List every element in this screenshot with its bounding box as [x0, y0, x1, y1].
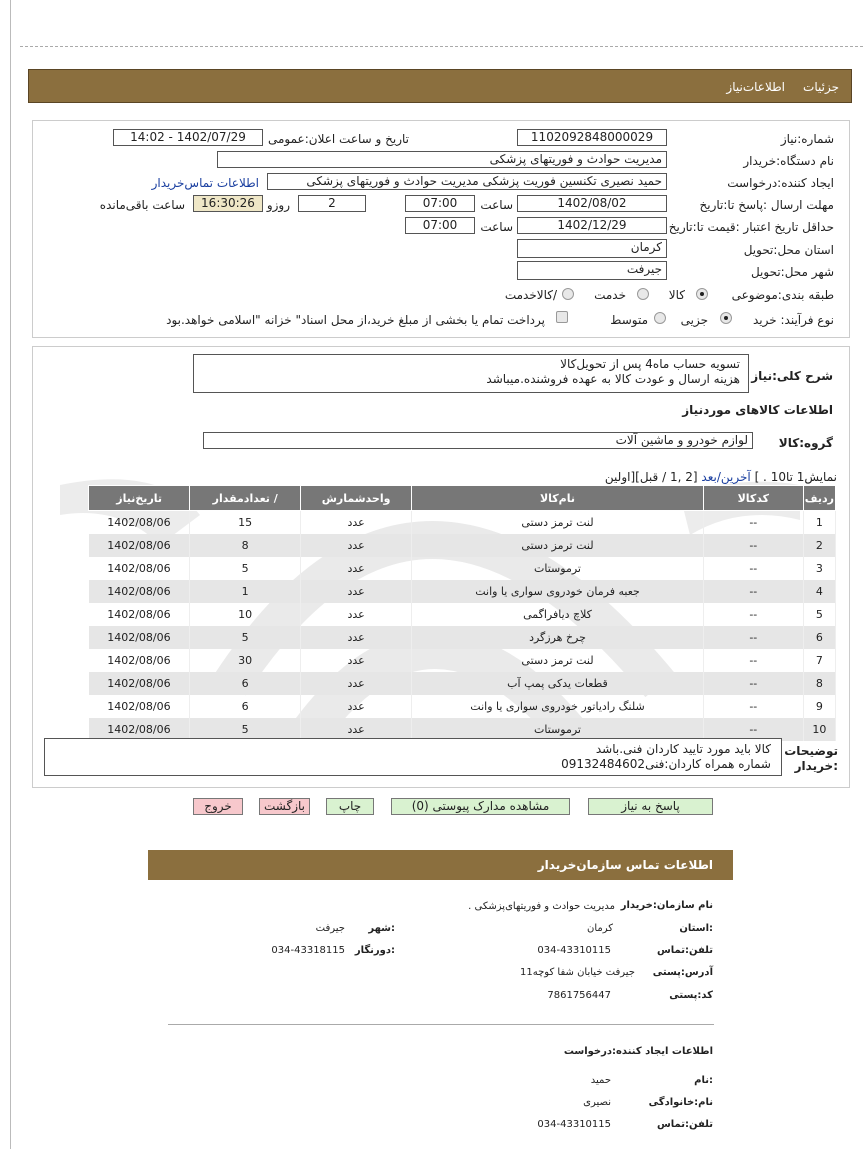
goods-group-label: گروه:کالا [778, 436, 833, 450]
col-date: تاریخ‌نیاز [89, 486, 190, 511]
cell-row: 6 [803, 626, 835, 649]
process-minor-radio[interactable] [720, 312, 732, 324]
header-bar [28, 69, 852, 103]
cell-row: 1 [803, 511, 835, 535]
cell-date: 1402/08/06 [89, 557, 190, 580]
creator-section-title: اطلاعات ایجاد کننده:درخواست [563, 1046, 713, 1057]
pager-pages[interactable]: [2 ,1 / [662, 470, 698, 484]
tab-need-info[interactable]: اطلاعات‌نیاز [726, 80, 785, 94]
cell-qty: 10 [190, 603, 301, 626]
cell-date: 1402/08/06 [89, 672, 190, 695]
contact-header [148, 850, 733, 880]
goods-table [88, 485, 836, 741]
creator-phone-label: تلفن:تماس [656, 1119, 713, 1130]
cell-date: 1402/08/06 [89, 718, 190, 741]
print-button[interactable]: چاپ [326, 798, 374, 815]
col-code: کدکالا [703, 486, 803, 511]
description-label: شرح کلی:نیاز [751, 369, 833, 383]
province-label: استان محل:تحویل [743, 243, 834, 257]
pager-show: نمایش1 تا10 . ] [754, 470, 837, 484]
pager-next[interactable]: بعد [701, 470, 717, 484]
exit-button[interactable]: خروج [193, 798, 243, 815]
cell-qty: 8 [190, 534, 301, 557]
contact-org-label: نام سازمان:خریدار [620, 900, 713, 911]
cell-code: -- [703, 534, 803, 557]
cell-code: -- [703, 672, 803, 695]
buyer-notes-line-1: کالا باید مورد تایید کاردان فنی.باشد [595, 742, 771, 756]
buyer-org-label: نام دستگاه:خریدار [743, 154, 834, 168]
contact-separator [168, 1024, 714, 1025]
validity-date: 1402/12/29 [517, 217, 667, 234]
cell-code: -- [703, 649, 803, 672]
creator-family-label: نام:خانوادگی [648, 1097, 713, 1108]
cell-qty: 30 [190, 649, 301, 672]
tab-details[interactable]: جزئیات [803, 80, 839, 94]
contact-phone-label: تلفن:تماس [656, 945, 713, 956]
contact-fax-label: :دورنگار [354, 945, 395, 956]
send-deadline-date: 1402/08/02 [517, 195, 667, 212]
table-row [89, 557, 836, 580]
cell-code: -- [703, 718, 803, 741]
back-button[interactable]: بازگشت [259, 798, 310, 815]
contact-postal-value: 7861756447 [547, 990, 611, 1001]
table-row [89, 511, 836, 535]
cell-name: ترموستات [412, 557, 704, 580]
cell-name: لنت ترمز دستی [412, 511, 704, 535]
cell-code: -- [703, 626, 803, 649]
top-divider [20, 46, 863, 47]
days-field: 2 [298, 195, 366, 212]
buyer-contact-link[interactable]: اطلاعات تماس‌خریدار [151, 176, 259, 190]
city-field: جیرفت [517, 261, 667, 280]
contact-postal-label: کد:پستی [669, 990, 713, 1001]
day-label: روزو [266, 198, 290, 212]
payment-checkbox[interactable] [556, 311, 568, 323]
category-service-radio[interactable] [637, 288, 649, 300]
category-service-label: خدمت [594, 288, 626, 302]
creator-field: حمید نصیری تکنسین فوریت پزشکی مدیریت حوادث و فوریتهای پزشکی [267, 173, 667, 190]
time-label: ساعت [480, 198, 513, 212]
description-line-1: تسویه حساب ماه4 پس از تحویل‌کالا [560, 357, 740, 371]
creator-label: ایجاد کننده:درخواست [727, 176, 834, 190]
cell-qty: 5 [190, 718, 301, 741]
cell-qty: 6 [190, 695, 301, 718]
cell-qty: 1 [190, 580, 301, 603]
category-label: طبقه بندی:موضوعی [731, 288, 834, 302]
left-border [10, 0, 11, 1149]
contact-org-value: مدیریت حوادث و فوریتهای‌پزشکی . [468, 901, 615, 912]
cell-date: 1402/08/06 [89, 695, 190, 718]
cell-date: 1402/08/06 [89, 603, 190, 626]
table-row [89, 580, 836, 603]
cell-unit: عدد [301, 603, 412, 626]
description-line-2: هزینه ارسال و عودت کالا به عهده فروشنده.میباشد [486, 372, 740, 386]
reply-button[interactable]: پاسخ به نیاز [588, 798, 713, 815]
cell-row: 4 [803, 580, 835, 603]
contact-address-label: آدرس:پستی [652, 967, 713, 978]
buyer-notes-line-2: شماره همراه کاردان:فنی09132484602 [561, 757, 771, 771]
cell-row: 2 [803, 534, 835, 557]
cell-name: کلاچ دیافراگمی [412, 603, 704, 626]
announce-field: 1402/07/29 - 14:02 [113, 129, 263, 146]
validity-time-label: ساعت [480, 220, 513, 234]
cell-name: لنت ترمز دستی [412, 534, 704, 557]
cell-unit: عدد [301, 557, 412, 580]
cell-row: 3 [803, 557, 835, 580]
cell-code: -- [703, 580, 803, 603]
cell-name: شلنگ رادیاتور خودروی سواری یا وانت [412, 695, 704, 718]
payment-note: پرداخت تمام یا بخشی از مبلغ خرید،از محل اسناد" خزانه "اسلامی خواهد.بود [166, 313, 545, 327]
cell-row: 9 [803, 695, 835, 718]
cell-code: -- [703, 557, 803, 580]
contact-address-value: جیرفت خیابان شفا کوچه11 [520, 967, 635, 978]
cell-row: 10 [803, 718, 835, 741]
cell-unit: عدد [301, 718, 412, 741]
category-goods-radio[interactable] [696, 288, 708, 300]
creator-family-value: نصیری [583, 1097, 611, 1108]
remaining-label: ساعت باقی‌مانده [99, 198, 185, 212]
col-row: ردیف [803, 486, 835, 511]
goods-section-title: اطلاعات کالاهای موردنیاز [682, 403, 833, 417]
contact-fax-value: 034-43318115 [271, 945, 345, 956]
validity-time: 07:00 [405, 217, 475, 234]
province-field: کرمان [517, 239, 667, 258]
contact-province-label: :استان [679, 923, 713, 934]
category-goods-label: کالا [668, 288, 685, 302]
description-box [193, 354, 749, 393]
cell-qty: 5 [190, 626, 301, 649]
need-number-field: 1102092848000029 [517, 129, 667, 146]
category-both-radio[interactable] [562, 288, 574, 300]
cell-unit: عدد [301, 626, 412, 649]
cell-qty: 15 [190, 511, 301, 535]
contact-phone-value: 034-43310115 [537, 945, 611, 956]
cell-name: جعبه فرمان خودروی سواری یا وانت [412, 580, 704, 603]
buyer-notes-box [44, 738, 782, 776]
table-row [89, 626, 836, 649]
cell-date: 1402/08/06 [89, 534, 190, 557]
process-label: نوع فرآیند: خرید [753, 313, 834, 327]
process-medium-label: متوسط [610, 313, 648, 327]
buyer-notes-label-2: :خریدار [794, 759, 838, 773]
cell-qty: 5 [190, 557, 301, 580]
send-deadline-label: مهلت ارسال :پاسخ تا:تاریخ [699, 198, 834, 212]
pager-prev-first[interactable]: قبل][اولین [604, 470, 659, 484]
cell-date: 1402/08/06 [89, 580, 190, 603]
contact-title: اطلاعات تماس سازمان‌خریدار [537, 858, 713, 872]
cell-name: چرخ هرزگرد [412, 626, 704, 649]
pager [605, 470, 837, 484]
pager-last[interactable]: آخرین/ [716, 470, 751, 484]
contact-city-label: :شهر [368, 923, 395, 934]
view-documents-button[interactable]: مشاهده مدارک پیوستی (0) [391, 798, 570, 815]
contact-province-value: کرمان [586, 923, 613, 934]
cell-qty: 6 [190, 672, 301, 695]
table-row [89, 534, 836, 557]
cell-unit: عدد [301, 672, 412, 695]
buyer-org-field: مدیریت حوادث و فوریتهای پزشکی [217, 151, 667, 168]
cell-unit: عدد [301, 534, 412, 557]
need-number-label: شماره:نیاز [780, 132, 834, 146]
process-medium-radio[interactable] [654, 312, 666, 324]
category-both-label: /کالاخدمت [504, 288, 557, 302]
table-row [89, 695, 836, 718]
cell-name: قطعات یدکی پمپ آب [412, 672, 704, 695]
remaining-time: 16:30:26 [193, 195, 263, 212]
cell-date: 1402/08/06 [89, 626, 190, 649]
cell-name: لنت ترمز دستی [412, 649, 704, 672]
cell-date: 1402/08/06 [89, 511, 190, 535]
table-row [89, 603, 836, 626]
goods-group-field: لوازم خودرو و ماشین آلات [203, 432, 753, 449]
contact-city-value: جیرفت [315, 923, 345, 934]
cell-unit: عدد [301, 695, 412, 718]
table-row [89, 649, 836, 672]
creator-name-label: :نام [694, 1075, 713, 1086]
creator-name-value: حمید [590, 1075, 611, 1086]
cell-unit: عدد [301, 511, 412, 535]
cell-row: 5 [803, 603, 835, 626]
cell-name: ترموستات [412, 718, 704, 741]
cell-code: -- [703, 695, 803, 718]
creator-phone-value: 034-43310115 [537, 1119, 611, 1130]
cell-row: 8 [803, 672, 835, 695]
cell-unit: عدد [301, 580, 412, 603]
process-minor-label: جزیی [680, 313, 708, 327]
cell-code: -- [703, 603, 803, 626]
cell-unit: عدد [301, 649, 412, 672]
col-qty: / تعدادمقدار [190, 486, 301, 511]
cell-date: 1402/08/06 [89, 649, 190, 672]
col-unit: واحدشمارش [301, 486, 412, 511]
buyer-notes-label-1: توضیحات [784, 744, 838, 758]
send-deadline-time: 07:00 [405, 195, 475, 212]
city-label: شهر محل:تحویل [750, 265, 834, 279]
cell-row: 7 [803, 649, 835, 672]
table-row [89, 672, 836, 695]
announce-label: تاریخ و ساعت اعلان:عمومی [267, 132, 409, 146]
validity-label: حداقل تاریخ اعتبار :قیمت تا:تاریخ [668, 220, 834, 234]
col-name: نام‌کالا [412, 486, 704, 511]
cell-code: -- [703, 511, 803, 535]
